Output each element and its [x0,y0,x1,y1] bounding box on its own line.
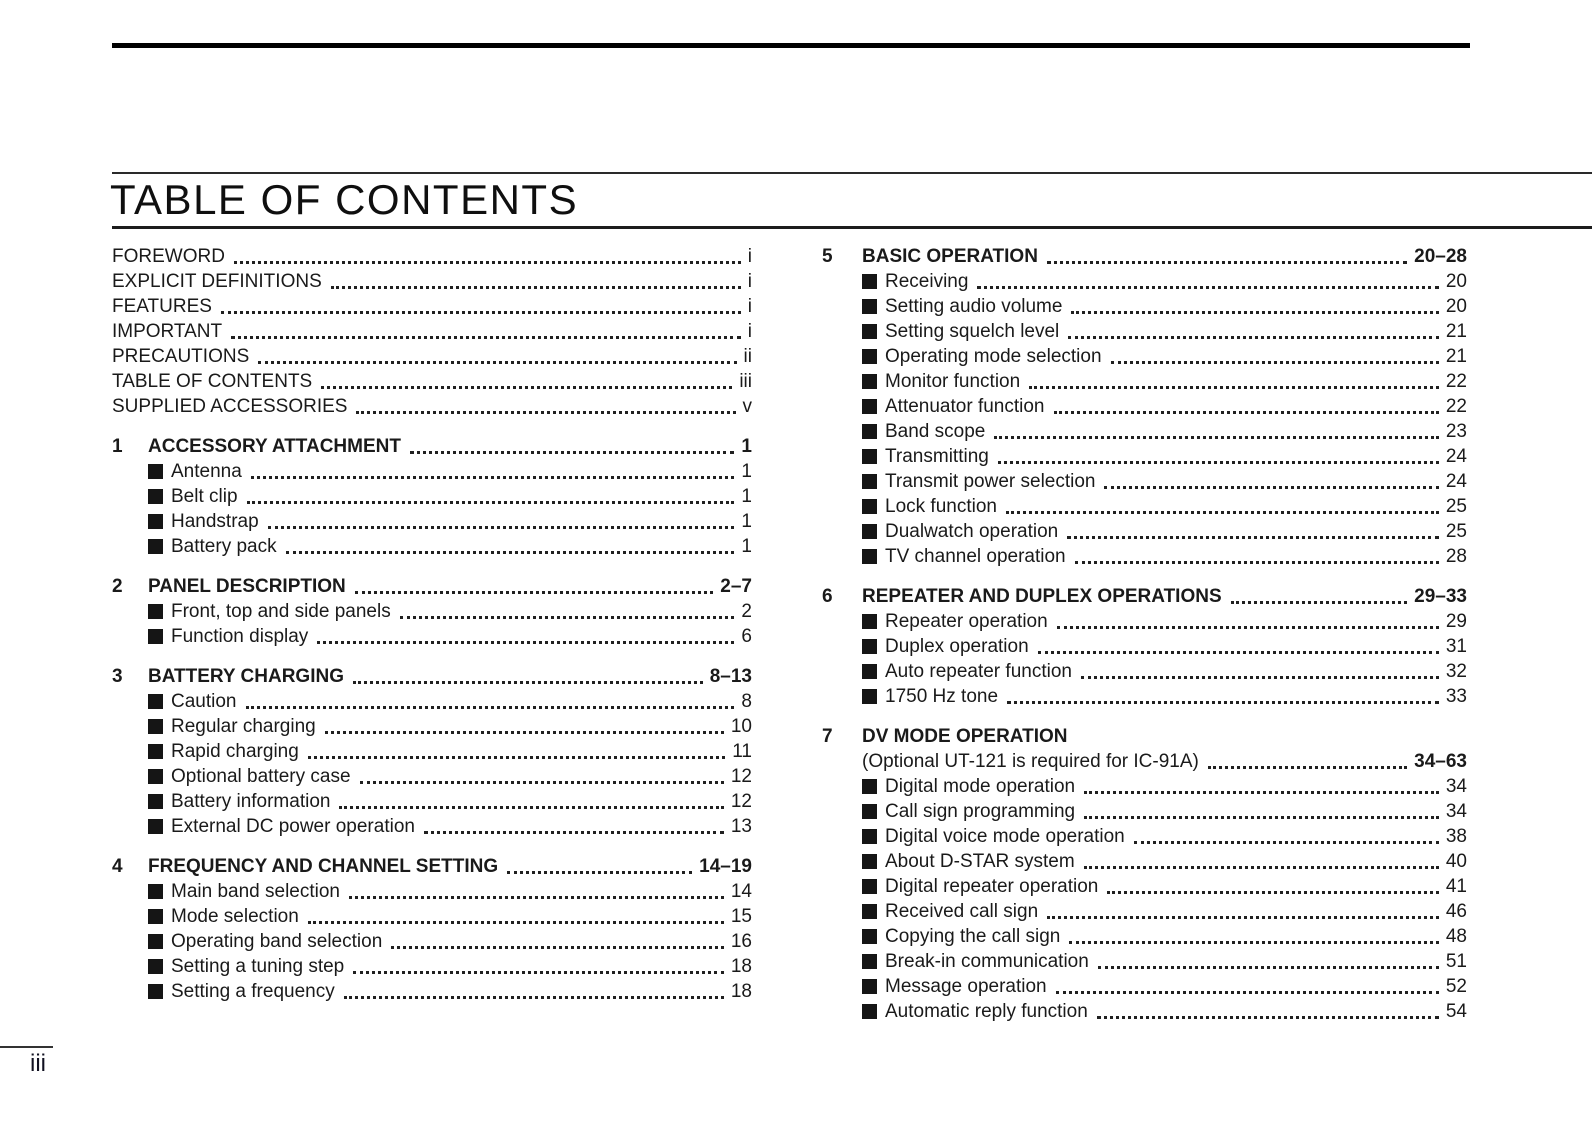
toc-entry-label: Operating mode selection [885,346,1102,367]
bullet-square-icon [148,489,163,504]
bullet-square-icon [862,829,877,844]
toc-entry-label: Receiving [885,271,969,292]
toc-entry [822,684,1467,709]
page-title: TABLE OF CONTENTS [110,176,579,223]
dot-leader [1071,291,1438,314]
toc-entry-label: Setting a tuning step [171,956,345,977]
toc-section-title: REPEATER AND DUPLEX OPERATIONS [862,586,1222,607]
toc-entry-label: Function display [171,626,309,647]
dot-leader [321,366,732,389]
toc-entry-label: Regular charging [171,716,316,737]
toc-entry-page: 18 [730,981,752,1002]
toc-entry-label: Digital repeater operation [885,876,1099,897]
toc-section-group [112,574,752,649]
toc-entry [112,394,752,419]
dot-leader [344,976,724,999]
dot-leader [268,506,735,529]
bullet-square-icon [862,979,877,994]
dot-leader [246,686,735,709]
dot-leader [410,431,734,454]
bullet-square-icon [862,954,877,969]
top-rule [112,43,1470,48]
toc-entry-label: Optional battery case [171,766,351,787]
bullet-square-icon [862,904,877,919]
toc-entry-label: PRECAUTIONS [112,346,250,367]
toc-entry-label: Message operation [885,976,1047,997]
toc-entry-page: 25 [1445,496,1467,517]
bullet-square-icon [148,629,163,644]
dot-leader [424,811,724,834]
toc-entry-page: 1 [741,486,752,507]
toc-entry [112,624,752,649]
toc-entry-label: Band scope [885,421,986,442]
toc-entry-page: 21 [1445,346,1467,367]
toc-entry-page: i [747,271,752,292]
bullet-square-icon [862,474,877,489]
bullet-square-icon [148,794,163,809]
toc-section-title: ACCESSORY ATTACHMENT [148,436,401,457]
bullet-square-icon [862,1004,877,1019]
toc-entry-page: 23 [1445,421,1467,442]
toc-section-group [112,854,752,1004]
toc-entry-label: Mode selection [171,906,299,927]
dot-leader [286,531,735,554]
dot-leader [331,266,741,289]
dot-leader [325,711,724,734]
footer-rule [0,1046,53,1048]
toc-entry-page: 24 [1445,471,1467,492]
toc-entry-page: 28 [1445,546,1467,567]
dot-leader [1104,466,1438,489]
dot-leader [356,391,735,414]
toc-section-title: BATTERY CHARGING [148,666,344,687]
bullet-square-icon [148,604,163,619]
toc-entry-page: 54 [1445,1001,1467,1022]
toc-entry-label: Repeater operation [885,611,1048,632]
toc-section-group [112,664,752,839]
toc-entry-label: About D-STAR system [885,851,1075,872]
toc-entry-label: Dualwatch operation [885,521,1059,542]
dot-leader [247,481,735,504]
toc-entry-label: Battery information [171,791,331,812]
dot-leader [317,621,734,644]
toc-entry-page: 1 [741,461,752,482]
toc-entry-page: 11 [732,741,752,762]
dot-leader [1007,681,1439,704]
bullet-square-icon [862,854,877,869]
dot-leader [1097,996,1439,1019]
bullet-square-icon [148,909,163,924]
toc-entry-label: Call sign programming [885,801,1076,822]
toc-entry-page: i [747,246,752,267]
bullet-square-icon [862,299,877,314]
dot-leader [1006,491,1439,514]
toc-entry-page: 38 [1445,826,1467,847]
bullet-square-icon [862,879,877,894]
toc-entry-label: 1750 Hz tone [885,686,999,707]
dot-leader [221,291,741,314]
toc-entry [112,979,752,1004]
dot-leader [1208,746,1407,769]
toc-entry-page: 13 [730,816,752,837]
bullet-square-icon [862,804,877,819]
toc-entry-page: 29 [1445,611,1467,632]
bullet-square-icon [148,539,163,554]
toc-entry-label: Rapid charging [171,741,299,762]
dot-leader [1056,971,1439,994]
toc-entry-page: 12 [730,791,752,812]
toc-section-subtitle: (Optional UT-121 is required for IC-91A) [862,751,1199,772]
toc-entry-page: 24 [1445,446,1467,467]
dot-leader [251,456,735,479]
toc-section-group [112,434,752,559]
dot-leader [1068,316,1439,339]
toc-entry-page: 8 [741,691,752,712]
bullet-square-icon [862,499,877,514]
toc-entry-page: 1 [741,536,752,557]
toc-front-matter-group [112,244,752,419]
dot-leader [998,441,1439,464]
toc-entry-page: 48 [1445,926,1467,947]
toc-entry-page: 6 [741,626,752,647]
bullet-square-icon [148,769,163,784]
dot-leader [349,876,724,899]
toc-entry-page: 1 [741,511,752,532]
bullet-square-icon [148,984,163,999]
dot-leader [1231,581,1408,604]
toc-entry-label: Auto repeater function [885,661,1072,682]
toc-section-group [822,584,1467,709]
toc-section-number: 4 [112,856,123,877]
toc-section-title: PANEL DESCRIPTION [148,576,346,597]
bullet-square-icon [862,324,877,339]
toc-column-right [822,244,1467,1024]
toc-entry-page: 46 [1445,901,1467,922]
toc-section-group [822,244,1467,569]
toc-entry-page: 22 [1445,396,1467,417]
toc-entry-page: 34 [1445,801,1467,822]
toc-entry-page: 31 [1445,636,1467,657]
bullet-square-icon [148,514,163,529]
toc-entry-label: Transmit power selection [885,471,1096,492]
toc-entry-label: Received call sign [885,901,1039,922]
toc-section-pages: 34–63 [1414,751,1467,772]
toc-entry-label: TABLE OF CONTENTS [112,371,313,392]
bullet-square-icon [862,614,877,629]
toc-column-left [112,244,752,1004]
toc-entry-page: 33 [1445,686,1467,707]
toc-entry-label: SUPPLIED ACCESSORIES [112,396,348,417]
dot-leader [1054,391,1439,414]
toc-entry-page: 34 [1445,776,1467,797]
toc-entry-label: Automatic reply function [885,1001,1088,1022]
toc-entry-page: 20 [1445,296,1467,317]
toc-entry-label: TV channel operation [885,546,1066,567]
toc-section-group [822,724,1467,1024]
toc-entry-page: v [742,396,752,417]
toc-entry-page: ii [743,346,752,367]
toc-entry-label: Transmitting [885,446,989,467]
toc-section-number: 7 [822,726,833,747]
toc-entry-label: Belt clip [171,486,238,507]
title-rule-below [112,226,1592,229]
toc-section-pages: 20–28 [1414,246,1467,267]
bullet-square-icon [148,959,163,974]
dot-leader [1069,921,1439,944]
bullet-square-icon [862,449,877,464]
toc-entry-label: IMPORTANT [112,321,223,342]
toc-section-pages: 29–33 [1414,586,1467,607]
toc-section-pages: 8–13 [709,666,752,687]
dot-leader [308,901,724,924]
dot-leader [355,571,714,594]
bullet-square-icon [862,349,877,364]
bullet-square-icon [148,694,163,709]
bullet-square-icon [862,929,877,944]
dot-leader [1107,871,1439,894]
dot-leader [1081,656,1439,679]
toc-entry-page: 40 [1445,851,1467,872]
dot-leader [353,661,703,684]
toc-entry-label: EXPLICIT DEFINITIONS [112,271,322,292]
toc-entry-label: Setting a frequency [171,981,335,1002]
toc-entry-label: Front, top and side panels [171,601,391,622]
toc-section-number: 2 [112,576,123,597]
toc-entry-page: 20 [1445,271,1467,292]
dot-leader [400,596,735,619]
dot-leader [507,851,692,874]
toc-entry-page: 18 [730,956,752,977]
dot-leader [994,416,1439,439]
toc-entry-page: 12 [730,766,752,787]
bullet-square-icon [862,424,877,439]
toc-entry-page: 22 [1445,371,1467,392]
toc-entry-label: Digital mode operation [885,776,1076,797]
dot-leader [339,786,723,809]
dot-leader [258,341,736,364]
dot-leader [1038,631,1439,654]
toc-entry-label: Handstrap [171,511,259,532]
toc-entry-page: i [747,321,752,342]
toc-entry-page: 51 [1445,951,1467,972]
dot-leader [977,266,1438,289]
toc-entry-page: 10 [730,716,752,737]
dot-leader [1134,821,1439,844]
dot-leader [391,926,724,949]
toc-section-title: DV MODE OPERATION [862,726,1068,747]
toc-entry-label: Setting squelch level [885,321,1060,342]
toc-entry-label: FEATURES [112,296,212,317]
dot-leader [1047,241,1407,264]
toc-entry [112,814,752,839]
dot-leader [231,316,741,339]
toc-entry-label: Battery pack [171,536,277,557]
dot-leader [1029,366,1439,389]
toc-section-number: 3 [112,666,123,687]
bullet-square-icon [862,639,877,654]
toc-entry-page: 41 [1445,876,1467,897]
toc-entry-page: 52 [1445,976,1467,997]
bullet-square-icon [148,464,163,479]
dot-leader [234,241,741,264]
toc-entry-page: 21 [1445,321,1467,342]
dot-leader [1111,341,1439,364]
toc-section-number: 6 [822,586,833,607]
toc-entry-label: Attenuator function [885,396,1045,417]
toc-section-title: BASIC OPERATION [862,246,1038,267]
dot-leader [1075,541,1439,564]
toc-entry-page: i [747,296,752,317]
toc-section-pages: 2–7 [720,576,752,597]
dot-leader [1084,796,1439,819]
bullet-square-icon [862,399,877,414]
toc-entry-label: Duplex operation [885,636,1029,657]
dot-leader [1047,896,1439,919]
toc-entry [112,534,752,559]
toc-entry-page: 2 [741,601,752,622]
dot-leader [1098,946,1439,969]
toc-section-title: FREQUENCY AND CHANNEL SETTING [148,856,499,877]
toc-entry-label: Copying the call sign [885,926,1061,947]
toc-entry [822,544,1467,569]
bullet-square-icon [148,934,163,949]
dot-leader [1084,846,1439,869]
toc-entry-label: External DC power operation [171,816,415,837]
bullet-square-icon [148,744,163,759]
bullet-square-icon [862,779,877,794]
bullet-square-icon [862,274,877,289]
toc-entry-page: 25 [1445,521,1467,542]
toc-entry-label: Caution [171,691,237,712]
page-number: iii [30,1050,46,1077]
toc-entry-page: iii [739,371,752,392]
bullet-square-icon [148,884,163,899]
bullet-square-icon [862,524,877,539]
toc-entry [822,999,1467,1024]
bullet-square-icon [148,719,163,734]
toc-section-pages: 1 [741,436,752,457]
bullet-square-icon [862,549,877,564]
toc-entry-label: Monitor function [885,371,1021,392]
dot-leader [1067,516,1439,539]
dot-leader [1057,606,1439,629]
toc-entry-page: 16 [730,931,752,952]
toc-entry-label: Antenna [171,461,242,482]
toc-entry-page: 14 [730,881,752,902]
toc-section-number: 1 [112,436,123,457]
dot-leader [353,951,724,974]
toc-entry-label: Main band selection [171,881,340,902]
toc-entry-label: FOREWORD [112,246,225,267]
toc-entry-page: 32 [1445,661,1467,682]
toc-section-pages: 14–19 [699,856,752,877]
dot-leader [308,736,725,759]
toc-entry-page: 15 [730,906,752,927]
dot-leader [360,761,724,784]
toc-entry-label: Lock function [885,496,997,517]
toc-entry-label: Operating band selection [171,931,383,952]
toc-section-number: 5 [822,246,833,267]
toc-entry-label: Digital voice mode operation [885,826,1125,847]
bullet-square-icon [862,664,877,679]
bullet-square-icon [148,819,163,834]
toc-entry-label: Setting audio volume [885,296,1063,317]
bullet-square-icon [862,374,877,389]
toc-entry-label: Break-in communication [885,951,1089,972]
bullet-square-icon [862,689,877,704]
dot-leader [1084,771,1439,794]
